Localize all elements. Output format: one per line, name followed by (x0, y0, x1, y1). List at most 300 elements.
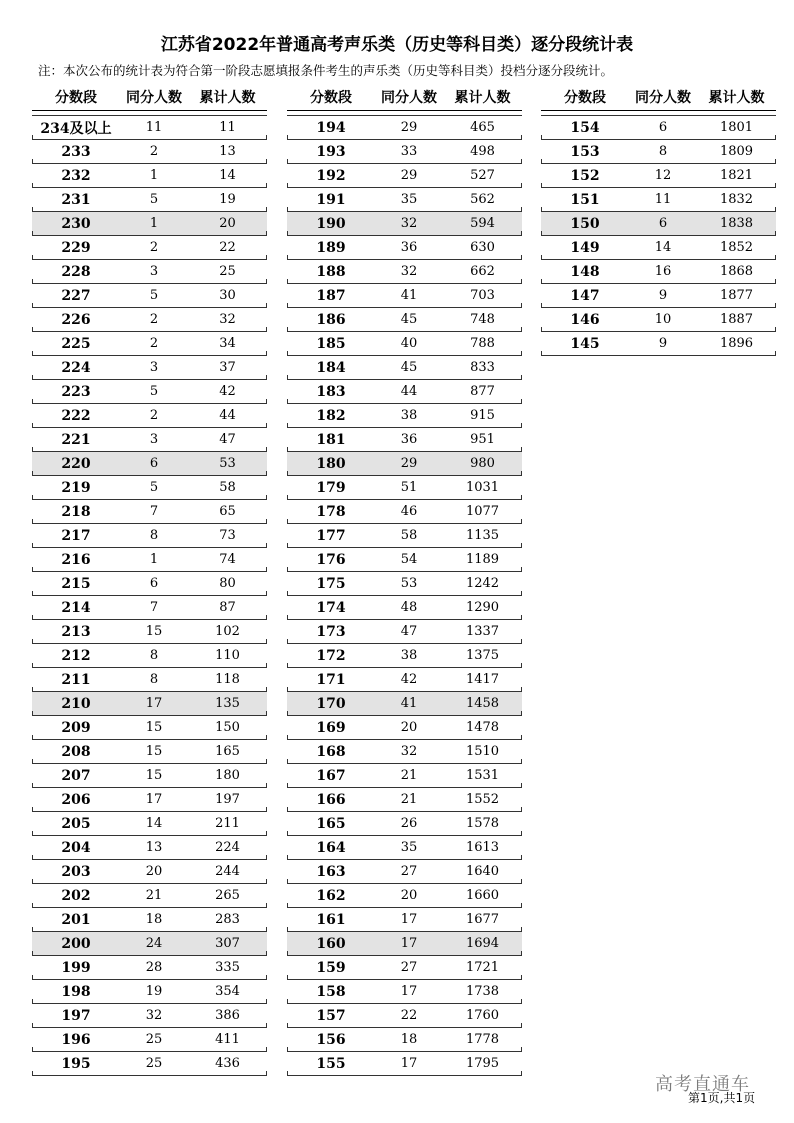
same-score-count-cell: 8 (149, 648, 159, 663)
table-row (32, 356, 267, 380)
same-score-count-cell: 7 (149, 504, 159, 519)
table-row (287, 380, 522, 404)
same-score-count-cell: 17 (400, 984, 418, 999)
table-row (541, 332, 776, 356)
table-row (287, 1004, 522, 1028)
score-range-cell: 149 (570, 239, 600, 256)
table-row (287, 884, 522, 908)
score-range-cell: 182 (316, 407, 346, 424)
table-row (287, 620, 522, 644)
same-score-count-cell: 3 (149, 432, 159, 447)
score-range-cell: 215 (61, 575, 91, 592)
same-score-count-cell: 45 (400, 360, 418, 375)
same-score-count-cell: 20 (400, 720, 418, 735)
cumulative-count-cell: 265 (215, 888, 240, 903)
score-range-cell: 146 (570, 311, 600, 328)
table-row (287, 236, 522, 260)
cumulative-count-cell: 465 (470, 120, 495, 135)
score-range-cell: 195 (61, 1055, 91, 1072)
same-score-count-cell: 32 (400, 216, 418, 231)
score-range-cell: 178 (316, 503, 346, 520)
same-score-count-cell: 6 (658, 120, 668, 135)
cumulative-count-cell: 915 (470, 408, 495, 423)
same-score-count-cell: 26 (400, 816, 418, 831)
score-range-cell: 202 (61, 887, 91, 904)
same-score-count-cell: 15 (145, 720, 163, 735)
cumulative-count-cell: 42 (219, 384, 236, 399)
table-row (541, 188, 776, 212)
cumulative-count-cell: 1832 (719, 192, 754, 207)
header-score-range: 分数段 (310, 90, 352, 106)
cumulative-count-cell: 47 (219, 432, 236, 447)
score-range-cell: 223 (61, 383, 91, 400)
score-range-cell: 176 (316, 551, 346, 568)
cumulative-count-cell: 1660 (465, 888, 500, 903)
same-score-count-cell: 2 (149, 144, 159, 159)
header-score-range: 分数段 (564, 90, 606, 106)
table-row (32, 644, 267, 668)
score-range-cell: 220 (61, 455, 91, 472)
score-range-cell: 190 (316, 215, 346, 232)
table-row (32, 716, 267, 740)
score-table-column-1 (32, 84, 267, 1076)
same-score-count-cell: 9 (658, 336, 668, 351)
table-row (541, 284, 776, 308)
table-row (32, 380, 267, 404)
table-row (32, 764, 267, 788)
table-row (287, 164, 522, 188)
cumulative-count-cell: 110 (215, 648, 240, 663)
score-range-cell: 161 (316, 911, 346, 928)
cumulative-count-cell: 1821 (719, 168, 754, 183)
same-score-count-cell: 10 (654, 312, 672, 327)
cumulative-count-cell: 1887 (719, 312, 754, 327)
same-score-count-cell: 40 (400, 336, 418, 351)
same-score-count-cell: 18 (145, 912, 163, 927)
same-score-count-cell: 11 (654, 192, 672, 207)
same-score-count-cell: 16 (654, 264, 672, 279)
same-score-count-cell: 13 (145, 840, 163, 855)
table-row (32, 620, 267, 644)
score-range-cell: 198 (61, 983, 91, 1000)
score-range-cell: 173 (316, 623, 346, 640)
cumulative-count-cell: 386 (215, 1008, 240, 1023)
cumulative-count-cell: 1677 (465, 912, 500, 927)
table-row (541, 115, 776, 140)
cumulative-count-cell: 22 (219, 240, 236, 255)
cumulative-count-cell: 1417 (465, 672, 500, 687)
score-range-cell: 210 (61, 695, 91, 712)
same-score-count-cell: 29 (400, 120, 418, 135)
cumulative-count-cell: 44 (219, 408, 236, 423)
same-score-count-cell: 15 (145, 624, 163, 639)
table-row (287, 332, 522, 356)
header-same-score-count: 同分人数 (381, 90, 437, 106)
same-score-count-cell: 6 (658, 216, 668, 231)
table-row (287, 356, 522, 380)
same-score-count-cell: 6 (149, 576, 159, 591)
cumulative-count-cell: 335 (215, 960, 240, 975)
same-score-count-cell: 12 (654, 168, 672, 183)
cumulative-count-cell: 1778 (465, 1032, 500, 1047)
cumulative-count-cell: 1478 (465, 720, 500, 735)
table-row (32, 596, 267, 620)
cumulative-count-cell: 25 (219, 264, 236, 279)
cumulative-count-cell: 11 (219, 120, 236, 135)
same-score-count-cell: 22 (400, 1008, 418, 1023)
same-score-count-cell: 25 (145, 1032, 163, 1047)
score-range-cell: 206 (61, 791, 91, 808)
score-range-cell: 216 (61, 551, 91, 568)
table-row (32, 260, 267, 284)
table-row (32, 692, 267, 716)
score-range-cell: 167 (316, 767, 346, 784)
score-range-cell: 152 (570, 167, 600, 184)
watermark-text: 高考直通车 (655, 1074, 750, 1095)
score-range-cell: 186 (316, 311, 346, 328)
score-range-cell: 145 (570, 335, 600, 352)
cumulative-count-cell: 562 (470, 192, 495, 207)
cumulative-count-cell: 1760 (465, 1008, 500, 1023)
cumulative-count-cell: 118 (215, 672, 240, 687)
table-row (287, 404, 522, 428)
same-score-count-cell: 17 (145, 792, 163, 807)
same-score-count-cell: 32 (400, 264, 418, 279)
table-row (541, 140, 776, 164)
table-header (287, 84, 522, 111)
table-row (32, 404, 267, 428)
cumulative-count-cell: 37 (219, 360, 236, 375)
score-range-cell: 199 (61, 959, 91, 976)
cumulative-count-cell: 1801 (719, 120, 754, 135)
score-range-cell: 229 (61, 239, 91, 256)
score-range-cell: 179 (316, 479, 346, 496)
score-range-cell: 193 (316, 143, 346, 160)
cumulative-count-cell: 102 (215, 624, 240, 639)
same-score-count-cell: 2 (149, 240, 159, 255)
same-score-count-cell: 42 (400, 672, 418, 687)
same-score-count-cell: 2 (149, 408, 159, 423)
cumulative-count-cell: 1738 (465, 984, 500, 999)
table-row (287, 572, 522, 596)
same-score-count-cell: 51 (400, 480, 418, 495)
cumulative-count-cell: 1458 (465, 696, 500, 711)
table-row (287, 836, 522, 860)
cumulative-count-cell: 1531 (465, 768, 500, 783)
same-score-count-cell: 36 (400, 432, 418, 447)
cumulative-count-cell: 1510 (465, 744, 500, 759)
cumulative-count-cell: 30 (219, 288, 236, 303)
cumulative-count-cell: 1694 (465, 936, 500, 951)
score-range-cell: 213 (61, 623, 91, 640)
table-row (287, 812, 522, 836)
score-range-cell: 170 (316, 695, 346, 712)
same-score-count-cell: 3 (149, 264, 159, 279)
score-range-cell: 168 (316, 743, 346, 760)
cumulative-count-cell: 1795 (465, 1056, 500, 1071)
table-row (32, 308, 267, 332)
score-range-cell: 148 (570, 263, 600, 280)
cumulative-count-cell: 630 (470, 240, 495, 255)
cumulative-count-cell: 1077 (465, 504, 500, 519)
score-range-cell: 204 (61, 839, 91, 856)
same-score-count-cell: 36 (400, 240, 418, 255)
table-row (287, 932, 522, 956)
cumulative-count-cell: 32 (219, 312, 236, 327)
table-row (287, 692, 522, 716)
score-range-cell: 212 (61, 647, 91, 664)
same-score-count-cell: 21 (400, 768, 418, 783)
cumulative-count-cell: 283 (215, 912, 240, 927)
table-row (287, 668, 522, 692)
table-row (32, 788, 267, 812)
table-row (287, 644, 522, 668)
score-range-cell: 203 (61, 863, 91, 880)
cumulative-count-cell: 135 (215, 696, 240, 711)
score-range-cell: 214 (61, 599, 91, 616)
same-score-count-cell: 15 (145, 768, 163, 783)
cumulative-count-cell: 1613 (465, 840, 500, 855)
cumulative-count-cell: 594 (470, 216, 495, 231)
table-header (32, 84, 267, 111)
cumulative-count-cell: 58 (219, 480, 236, 495)
cumulative-count-cell: 1640 (465, 864, 500, 879)
table-row (32, 740, 267, 764)
same-score-count-cell: 53 (400, 576, 418, 591)
score-range-cell: 217 (61, 527, 91, 544)
same-score-count-cell: 15 (145, 744, 163, 759)
same-score-count-cell: 1 (149, 552, 159, 567)
page-title: 江苏省2022年普通高考声乐类（历史等科目类）逐分段统计表 (160, 35, 634, 55)
score-range-cell: 194 (316, 119, 346, 136)
table-row (32, 1028, 267, 1052)
score-range-cell: 159 (316, 959, 346, 976)
score-range-cell: 207 (61, 767, 91, 784)
score-range-cell: 162 (316, 887, 346, 904)
score-range-cell: 164 (316, 839, 346, 856)
score-range-cell: 153 (570, 143, 600, 160)
same-score-count-cell: 29 (400, 168, 418, 183)
same-score-count-cell: 28 (145, 960, 163, 975)
score-range-cell: 224 (61, 359, 91, 376)
cumulative-count-cell: 788 (470, 336, 495, 351)
score-range-cell: 205 (61, 815, 91, 832)
same-score-count-cell: 41 (400, 696, 418, 711)
cumulative-count-cell: 244 (215, 864, 240, 879)
cumulative-count-cell: 1578 (465, 816, 500, 831)
table-row (287, 980, 522, 1004)
score-range-cell: 181 (316, 431, 346, 448)
score-range-cell: 230 (61, 215, 91, 232)
score-range-cell: 154 (570, 119, 600, 136)
cumulative-count-cell: 20 (219, 216, 236, 231)
same-score-count-cell: 35 (400, 192, 418, 207)
table-row (32, 956, 267, 980)
table-row (287, 740, 522, 764)
same-score-count-cell: 2 (149, 312, 159, 327)
same-score-count-cell: 17 (400, 936, 418, 951)
cumulative-count-cell: 165 (215, 744, 240, 759)
score-range-cell: 228 (61, 263, 91, 280)
score-range-cell: 171 (316, 671, 346, 688)
same-score-count-cell: 29 (400, 456, 418, 471)
score-range-cell: 227 (61, 287, 91, 304)
score-range-cell: 189 (316, 239, 346, 256)
same-score-count-cell: 18 (400, 1032, 418, 1047)
cumulative-count-cell: 833 (470, 360, 495, 375)
table-row (287, 764, 522, 788)
table-row (287, 716, 522, 740)
score-range-cell: 151 (570, 191, 600, 208)
score-range-cell: 218 (61, 503, 91, 520)
table-row (32, 572, 267, 596)
table-row (32, 188, 267, 212)
cumulative-count-cell: 307 (215, 936, 240, 951)
cumulative-count-cell: 498 (470, 144, 495, 159)
same-score-count-cell: 25 (145, 1056, 163, 1071)
same-score-count-cell: 8 (658, 144, 668, 159)
same-score-count-cell: 38 (400, 648, 418, 663)
same-score-count-cell: 14 (654, 240, 672, 255)
score-range-cell: 221 (61, 431, 91, 448)
score-range-cell: 192 (316, 167, 346, 184)
score-range-cell: 226 (61, 311, 91, 328)
same-score-count-cell: 38 (400, 408, 418, 423)
cumulative-count-cell: 748 (470, 312, 495, 327)
table-row (32, 164, 267, 188)
score-range-cell: 208 (61, 743, 91, 760)
cumulative-count-cell: 527 (470, 168, 495, 183)
score-range-cell: 185 (316, 335, 346, 352)
score-range-cell: 180 (316, 455, 346, 472)
table-row (541, 212, 776, 236)
score-range-cell: 232 (61, 167, 91, 184)
table-row (32, 884, 267, 908)
cumulative-count-cell: 74 (219, 552, 236, 567)
same-score-count-cell: 32 (145, 1008, 163, 1023)
cumulative-count-cell: 1189 (465, 552, 500, 567)
page-footer: 第1页,共1页 (688, 1091, 756, 1105)
same-score-count-cell: 7 (149, 600, 159, 615)
table-row (541, 260, 776, 284)
table-row (287, 1028, 522, 1052)
cumulative-count-cell: 65 (219, 504, 236, 519)
score-range-cell: 169 (316, 719, 346, 736)
same-score-count-cell: 17 (145, 696, 163, 711)
score-range-cell: 233 (61, 143, 91, 160)
table-row (541, 236, 776, 260)
score-range-cell: 158 (316, 983, 346, 1000)
score-range-cell: 219 (61, 479, 91, 496)
table-row (32, 115, 267, 140)
score-range-cell: 155 (316, 1055, 346, 1072)
score-range-cell: 156 (316, 1031, 346, 1048)
same-score-count-cell: 33 (400, 144, 418, 159)
score-range-cell: 163 (316, 863, 346, 880)
same-score-count-cell: 11 (145, 120, 163, 135)
score-range-cell: 234及以上 (40, 120, 112, 137)
cumulative-count-cell: 1135 (465, 528, 500, 543)
score-range-cell: 191 (316, 191, 346, 208)
cumulative-count-cell: 662 (470, 264, 495, 279)
score-range-cell: 209 (61, 719, 91, 736)
score-range-cell: 165 (316, 815, 346, 832)
same-score-count-cell: 20 (145, 864, 163, 879)
cumulative-count-cell: 180 (215, 768, 240, 783)
table-row (32, 332, 267, 356)
same-score-count-cell: 35 (400, 840, 418, 855)
score-range-cell: 183 (316, 383, 346, 400)
same-score-count-cell: 58 (400, 528, 418, 543)
same-score-count-cell: 21 (145, 888, 163, 903)
same-score-count-cell: 27 (400, 864, 418, 879)
same-score-count-cell: 27 (400, 960, 418, 975)
table-row (541, 308, 776, 332)
table-row (287, 452, 522, 476)
score-range-cell: 211 (61, 671, 91, 688)
score-range-cell: 166 (316, 791, 346, 808)
table-row (287, 956, 522, 980)
score-range-cell: 184 (316, 359, 346, 376)
table-row (32, 212, 267, 236)
cumulative-count-cell: 1375 (465, 648, 500, 663)
header-cumulative-count: 累计人数 (708, 90, 765, 106)
cumulative-count-cell: 13 (219, 144, 236, 159)
score-range-cell: 157 (316, 1007, 346, 1024)
table-row (32, 548, 267, 572)
score-table-column-2 (287, 84, 522, 1076)
table-row (287, 1052, 522, 1076)
table-row (287, 908, 522, 932)
cumulative-count-cell: 19 (219, 192, 236, 207)
header-score-range: 分数段 (55, 90, 97, 106)
cumulative-count-cell: 411 (215, 1032, 240, 1047)
same-score-count-cell: 20 (400, 888, 418, 903)
table-row (287, 115, 522, 140)
same-score-count-cell: 1 (149, 216, 159, 231)
cumulative-count-cell: 150 (215, 720, 240, 735)
table-row (32, 524, 267, 548)
cumulative-count-cell: 1242 (465, 576, 500, 591)
score-table-column-3 (541, 84, 776, 356)
cumulative-count-cell: 197 (215, 792, 240, 807)
table-row (287, 188, 522, 212)
same-score-count-cell: 21 (400, 792, 418, 807)
score-range-cell: 200 (61, 935, 91, 952)
header-same-score-count: 同分人数 (126, 90, 182, 106)
table-row (287, 860, 522, 884)
header-cumulative-count: 累计人数 (199, 90, 256, 106)
table-header (541, 84, 776, 111)
cumulative-count-cell: 53 (219, 456, 236, 471)
same-score-count-cell: 14 (145, 816, 163, 831)
table-row (287, 140, 522, 164)
cumulative-count-cell: 1838 (719, 216, 754, 231)
table-row (287, 548, 522, 572)
table-row (32, 1004, 267, 1028)
table-row (32, 860, 267, 884)
cumulative-count-cell: 1552 (465, 792, 500, 807)
same-score-count-cell: 9 (658, 288, 668, 303)
cumulative-count-cell: 80 (219, 576, 236, 591)
cumulative-count-cell: 354 (215, 984, 240, 999)
header-same-score-count: 同分人数 (635, 90, 691, 106)
cumulative-count-cell: 436 (215, 1056, 240, 1071)
same-score-count-cell: 8 (149, 528, 159, 543)
score-range-cell: 201 (61, 911, 91, 928)
same-score-count-cell: 46 (400, 504, 418, 519)
score-range-cell: 174 (316, 599, 346, 616)
